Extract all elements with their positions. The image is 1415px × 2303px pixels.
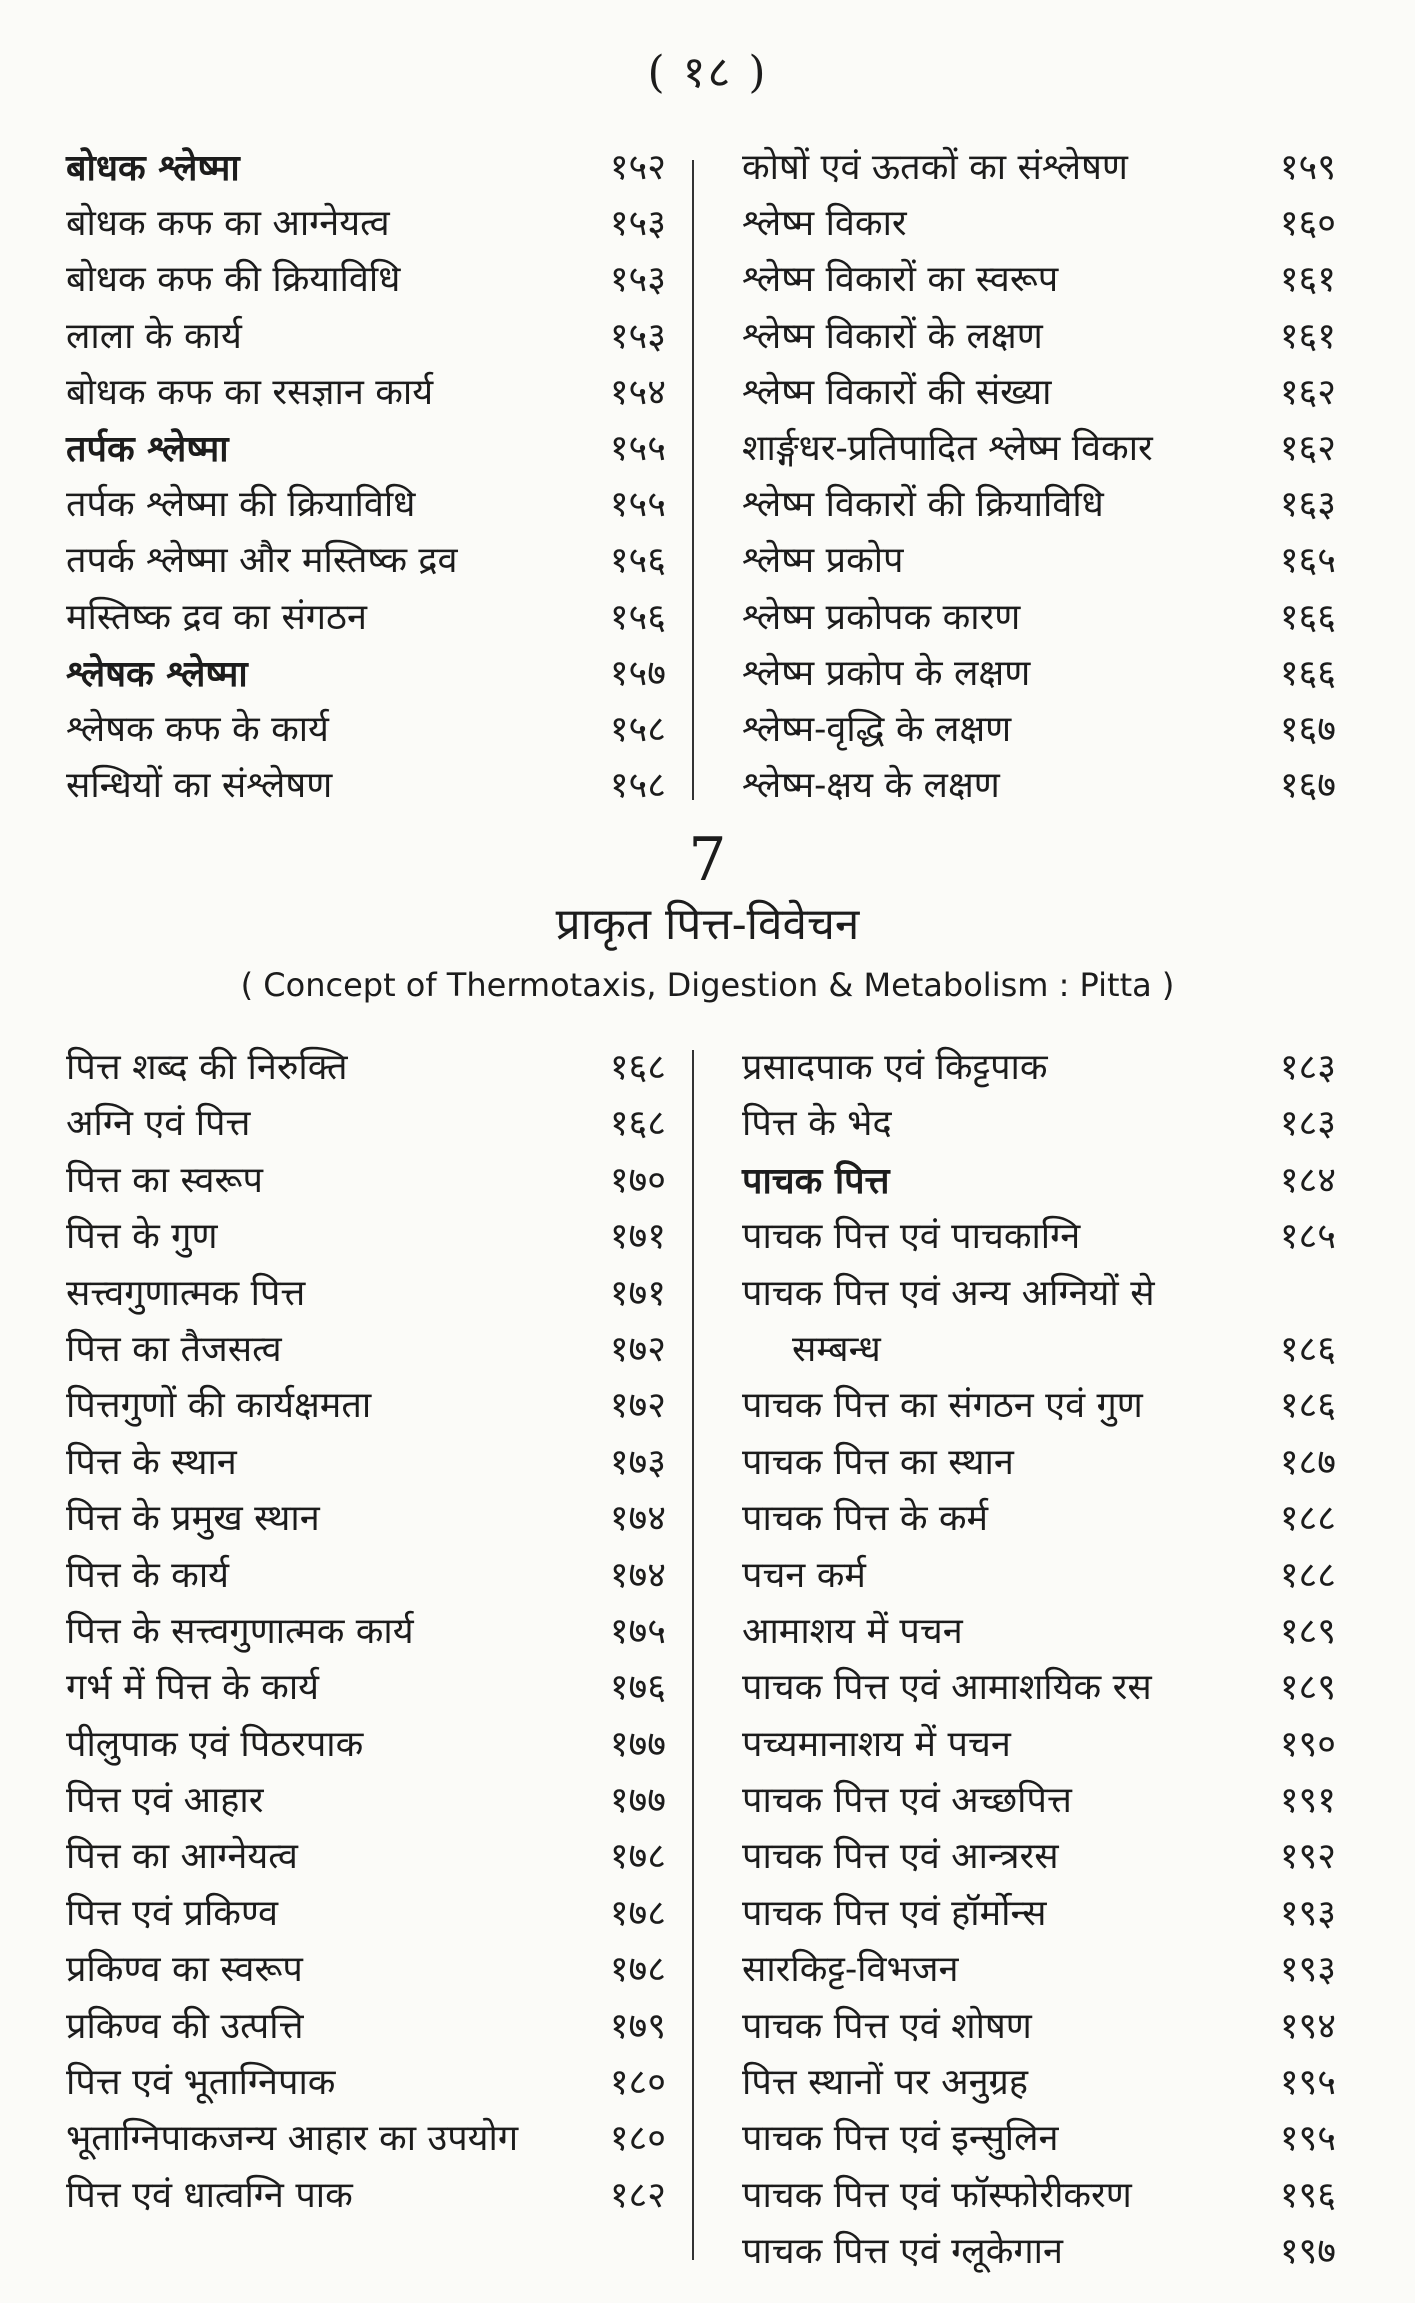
- toc-entry: [742, 2055, 1336, 2111]
- toc-entry-title: प्रकिण्व का स्वरूप: [66, 1949, 303, 1991]
- toc-entry-title: पित्त के प्रमुख स्थान: [66, 1498, 320, 1540]
- toc-entry-title: पित्त स्थानों पर अनुग्रह: [742, 2062, 1028, 2104]
- toc-entry-page: १६५: [1279, 540, 1336, 582]
- toc-entry-page: १५३: [609, 259, 666, 301]
- toc-entry: [742, 646, 1336, 702]
- toc-entry-page: १६७: [1279, 765, 1336, 807]
- toc-entry-page: १५७: [609, 652, 666, 694]
- toc-entry-title: पाचक पित्त के कर्म: [742, 1498, 989, 1540]
- toc-entry-page: १८९: [1279, 1610, 1336, 1652]
- toc-entry-title: गर्भ में पित्त के कार्य: [66, 1667, 320, 1709]
- toc-entry: [742, 2224, 1336, 2280]
- toc-entry: [742, 2111, 1336, 2167]
- toc-entry: [742, 477, 1336, 533]
- toc-entry-page: १५६: [609, 596, 666, 638]
- toc-entry-title: पित्त का तैजसत्व: [66, 1328, 282, 1370]
- toc-entry-page: १८७: [1279, 1441, 1336, 1483]
- toc-entry-title: पित्त एवं भूताग्निपाक: [66, 2062, 336, 2104]
- toc-entry-title: पाचक पित्त एवं हॉर्मोन्स: [742, 1892, 1047, 1934]
- toc-entry-page: १७५: [609, 1610, 666, 1652]
- toc-entry: [742, 1773, 1336, 1829]
- toc-entry-title: बोधक कफ का आग्नेयत्व: [66, 203, 390, 245]
- toc-entry-page: १६१: [1279, 315, 1336, 357]
- toc-entry-page: १५५: [609, 427, 666, 469]
- toc-entry: [66, 1378, 666, 1434]
- toc-entry-title: तर्पक श्लेष्मा: [66, 427, 229, 470]
- toc-entry-title: श्लेष्म-वृद्धि के लक्षण: [742, 708, 1012, 750]
- toc-entry-page: १७८: [609, 1949, 666, 1991]
- toc-entry-title: पित्त का स्वरूप: [66, 1159, 263, 1201]
- toc-entry-page: १५५: [609, 484, 666, 526]
- toc-entry-page: १५८: [609, 765, 666, 807]
- toc-column-right: [742, 1040, 1336, 2281]
- toc-entry-title: पच्यमानाशय में पचन: [742, 1723, 1011, 1765]
- toc-entry-page: १७७: [609, 1723, 666, 1765]
- toc-entry: [66, 533, 666, 589]
- toc-entry-title: पित्त एवं आहार: [66, 1780, 264, 1822]
- toc-entry-page: १५३: [609, 203, 666, 245]
- toc-entry-title: पित्त का आग्नेयत्व: [66, 1836, 298, 1878]
- toc-entry-title: पाचक पित्त एवं पाचकाग्नि: [742, 1216, 1081, 1258]
- toc-entry-title: सारकिट्ट-विभजन: [742, 1949, 959, 1991]
- toc-entry: [66, 1604, 666, 1660]
- toc-entry-title: श्लेष्म प्रकोपक कारण: [742, 596, 1021, 638]
- toc-entry: [742, 1942, 1336, 1998]
- toc-entry: [66, 1322, 666, 1378]
- toc-entry: [66, 1266, 666, 1322]
- toc-entry-page: १६८: [609, 1047, 666, 1088]
- toc-entry: [742, 1096, 1336, 1152]
- toc-entry-title: श्लेष्म प्रकोप: [742, 540, 904, 582]
- toc-section-heading: [66, 140, 666, 196]
- toc-entry: [66, 1040, 666, 1096]
- toc-entry-page: १८८: [1279, 1554, 1336, 1596]
- toc-entry-title: बोधक कफ की क्रियाविधि: [66, 259, 401, 301]
- toc-entry-page: १६६: [1279, 652, 1336, 694]
- toc-entry-title: पाचक पित्त एवं आन्त्ररस: [742, 1836, 1059, 1878]
- toc-entry-page: १९३: [1279, 1892, 1336, 1934]
- chapter-heading: [0, 825, 1415, 1011]
- toc-entry-title: शार्ङ्गधर-प्रतिपादित श्लेष्म विकार: [742, 427, 1153, 469]
- column-divider: [692, 160, 694, 800]
- toc-entry-title: पित्त शब्द की निरुक्ति: [66, 1047, 348, 1088]
- toc-entry-title: पित्तगुणों की कार्यक्षमता: [66, 1385, 372, 1427]
- toc-entry-page: १९५: [1279, 2062, 1336, 2104]
- toc-entry-title: तपर्क श्लेष्मा और मस्तिष्क द्रव: [66, 540, 458, 582]
- toc-entry: [66, 1153, 666, 1209]
- toc-column-right: [742, 140, 1336, 814]
- toc-entry-page: १५८: [609, 708, 666, 750]
- toc-entry-page: १५३: [609, 315, 666, 357]
- toc-entry: [742, 1322, 1336, 1378]
- toc-entry: [742, 1548, 1336, 1604]
- toc-section-heading: [742, 1153, 1336, 1209]
- toc-entry: [66, 1999, 666, 2055]
- toc-entry-page: १७३: [609, 1441, 666, 1483]
- toc-entry-title: पाचक पित्त एवं फॉस्फोरीकरण: [742, 2174, 1132, 2216]
- toc-entry: [66, 1548, 666, 1604]
- toc-entry: [742, 590, 1336, 646]
- toc-entry: [742, 1209, 1336, 1265]
- toc-entry: [742, 1886, 1336, 1942]
- toc-column-left: [66, 140, 666, 814]
- toc-entry-page: १७१: [609, 1272, 666, 1314]
- toc-entry: [66, 2168, 666, 2224]
- toc-entry-title: पाचक पित्त का संगठन एवं गुण: [742, 1385, 1143, 1427]
- toc-entry-title: पाचक पित्त एवं अन्य अग्नियों से: [742, 1272, 1155, 1314]
- toc-entry: [742, 2168, 1336, 2224]
- toc-entry-title: श्लेष्म विकारों की क्रियाविधि: [742, 484, 1104, 526]
- toc-entry: [742, 196, 1336, 252]
- toc-entry-title: पाचक पित्त एवं शोषण: [742, 2005, 1032, 2047]
- toc-entry: [66, 1435, 666, 1491]
- toc-entry-page: १७२: [609, 1385, 666, 1427]
- toc-entry-page: १५२: [609, 147, 666, 188]
- toc-entry-title: सन्धियों का संश्लेषण: [66, 765, 333, 807]
- toc-entry-page: १९२: [1279, 1836, 1336, 1878]
- toc-entry-page: १७८: [609, 1836, 666, 1878]
- toc-entry-page: १९३: [1279, 1949, 1336, 1991]
- toc-entry-page: १९५: [1279, 2118, 1336, 2160]
- toc-entry-title: श्लेष्म विकार: [742, 203, 907, 245]
- toc-entry: [66, 1942, 666, 1998]
- toc-entry-title: बोधक श्लेष्मा: [66, 147, 240, 189]
- toc-entry-title: बोधक कफ का रसज्ञान कार्य: [66, 371, 434, 413]
- toc-entry-page: १७८: [609, 1892, 666, 1934]
- toc-entry: [742, 1491, 1336, 1547]
- toc-entry-page: १८३: [1279, 1103, 1336, 1145]
- toc-entry-title: पाचक पित्त एवं अच्छपित्त: [742, 1780, 1072, 1822]
- toc-entry-title: पीलुपाक एवं पिठरपाक: [66, 1723, 364, 1765]
- chapter-number: 7: [688, 825, 727, 895]
- toc-entry-title: श्लेषक कफ के कार्य: [66, 708, 329, 750]
- toc-entry: [742, 1378, 1336, 1434]
- toc-entry-title: कोषों एवं ऊतकों का संश्लेषण: [742, 147, 1128, 188]
- toc-entry-page: १९१: [1279, 1780, 1336, 1822]
- toc-entry-page: १८६: [1279, 1328, 1336, 1370]
- toc-entry-page: १५९: [1279, 147, 1336, 188]
- toc-entry-title: प्रसादपाक एवं किट्टपाक: [742, 1047, 1048, 1088]
- toc-section-heading: [66, 646, 666, 702]
- toc-entry-title: पाचक पित्त एवं आमाशयिक रस: [742, 1667, 1152, 1709]
- toc-entry: [66, 1660, 666, 1716]
- toc-entry: [742, 140, 1336, 196]
- toc-entry-page: १८३: [1279, 1047, 1336, 1088]
- toc-entry-title: अग्नि एवं पित्त: [66, 1103, 251, 1145]
- toc-entry: [742, 1266, 1336, 1322]
- toc-entry-page: १६७: [1279, 708, 1336, 750]
- toc-entry: [66, 1886, 666, 1942]
- toc-entry-title: भूताग्निपाकजन्य आहार का उपयोग: [66, 2118, 519, 2160]
- toc-entry-page: १७४: [609, 1554, 666, 1596]
- toc-entry: [742, 1999, 1336, 2055]
- toc-entry-title: श्लेष्म-क्षय के लक्षण: [742, 765, 1000, 807]
- toc-entry: [66, 365, 666, 421]
- toc-entry-title: पाचक पित्त: [742, 1159, 890, 1202]
- toc-entry-title: पित्त एवं प्रकिण्व: [66, 1892, 279, 1934]
- toc-entry-page: १७७: [609, 1780, 666, 1822]
- chapter-subtitle: ( Concept of Thermotaxis, Digestion & Metabolism : Pitta ): [240, 966, 1175, 1004]
- toc-entry-page: १७०: [609, 1159, 666, 1201]
- column-divider: [692, 1050, 694, 2260]
- toc-entry-page: १७२: [609, 1328, 666, 1370]
- toc-section-heading: [66, 421, 666, 477]
- toc-entry: [742, 1717, 1336, 1773]
- page-number: ( १८ ): [647, 47, 768, 98]
- toc-entry: [66, 1209, 666, 1265]
- toc-entry: [742, 758, 1336, 814]
- toc-entry: [66, 477, 666, 533]
- toc-entry-page: १६१: [1279, 259, 1336, 301]
- toc-entry-page: १८२: [609, 2174, 666, 2216]
- toc-entry-title: श्लेष्म विकारों के लक्षण: [742, 315, 1043, 357]
- toc-entry: [66, 1773, 666, 1829]
- chapter-title: प्राकृत पित्त-विवेचन: [555, 899, 860, 950]
- toc-entry: [742, 365, 1336, 421]
- toc-entry-title: तर्पक श्लेष्मा की क्रियाविधि: [66, 484, 416, 526]
- toc-entry-page: १८९: [1279, 1667, 1336, 1709]
- toc-entry: [66, 252, 666, 308]
- toc-entry-title: सत्त्वगुणात्मक पित्त: [66, 1272, 306, 1314]
- toc-entry-page: १८६: [1279, 1385, 1336, 1427]
- toc-entry-title: पित्त के भेद: [742, 1103, 892, 1145]
- toc-entry-page: १७१: [609, 1216, 666, 1258]
- toc-entry-page: १६३: [1279, 484, 1336, 526]
- toc-entry-page: १७९: [609, 2005, 666, 2047]
- toc-entry: [742, 702, 1336, 758]
- toc-entry: [742, 421, 1336, 477]
- toc-entry-page: १९७: [1279, 2231, 1336, 2273]
- toc-entry: [742, 252, 1336, 308]
- toc-entry-page: १७६: [609, 1667, 666, 1709]
- toc-entry-title: श्लेष्म विकारों का स्वरूप: [742, 259, 1059, 301]
- toc-entry-page: १६२: [1279, 427, 1336, 469]
- toc-entry: [742, 1604, 1336, 1660]
- toc-entry-page: १९६: [1279, 2174, 1336, 2216]
- toc-entry: [66, 1491, 666, 1547]
- toc-entry-title: पाचक पित्त का स्थान: [742, 1441, 1014, 1483]
- toc-entry-title: सम्बन्ध: [792, 1328, 881, 1370]
- toc-entry-page: १८८: [1279, 1498, 1336, 1540]
- toc-entry: [66, 1717, 666, 1773]
- toc-entry-title: पित्त के सत्त्वगुणात्मक कार्य: [66, 1610, 414, 1652]
- toc-entry-title: श्लेष्म विकारों की संख्या: [742, 371, 1052, 413]
- toc-entry-title: आमाशय में पचन: [742, 1610, 963, 1652]
- toc-entry-title: मस्तिष्क द्रव का संगठन: [66, 596, 367, 638]
- toc-entry-title: पचन कर्म: [742, 1554, 866, 1596]
- toc-entry-page: १५६: [609, 540, 666, 582]
- toc-entry: [742, 1660, 1336, 1716]
- toc-entry-page: १६२: [1279, 371, 1336, 413]
- toc-entry: [742, 533, 1336, 589]
- toc-entry-page: १८०: [609, 2118, 666, 2160]
- toc-entry-page: १८५: [1279, 1216, 1336, 1258]
- toc-entry-page: १६६: [1279, 596, 1336, 638]
- toc-entry: [742, 309, 1336, 365]
- toc-entry: [742, 1829, 1336, 1885]
- toc-entry-title: पित्त के स्थान: [66, 1441, 237, 1483]
- toc-entry: [66, 309, 666, 365]
- toc-entry-page: १५४: [609, 371, 666, 413]
- toc-entry: [66, 196, 666, 252]
- toc-entry-title: पाचक पित्त एवं इन्सुलिन: [742, 2118, 1059, 2160]
- toc-entry-title: पित्त के कार्य: [66, 1554, 230, 1596]
- toc-entry: [742, 1040, 1336, 1096]
- toc-entry-title: पित्त एवं धात्वग्नि पाक: [66, 2174, 353, 2216]
- toc-entry: [66, 2055, 666, 2111]
- toc-entry: [742, 1435, 1336, 1491]
- toc-entry-title: श्लेष्म प्रकोप के लक्षण: [742, 652, 1031, 694]
- toc-entry-page: १९४: [1279, 2005, 1336, 2047]
- toc-entry-title: पित्त के गुण: [66, 1216, 218, 1258]
- toc-entry-page: १८४: [1279, 1159, 1336, 1201]
- toc-entry-page: १६०: [1279, 203, 1336, 245]
- toc-entry-page: १७४: [609, 1498, 666, 1540]
- toc-entry: [66, 1096, 666, 1152]
- toc-entry: [66, 590, 666, 646]
- toc-entry: [66, 702, 666, 758]
- toc-entry-title: पाचक पित्त एवं ग्लूकेगान: [742, 2231, 1063, 2273]
- toc-entry: [66, 1829, 666, 1885]
- toc-entry-title: श्लेषक श्लेष्मा: [66, 652, 248, 695]
- toc-entry-page: १८०: [609, 2062, 666, 2104]
- toc-entry-page: १६८: [609, 1103, 666, 1145]
- toc-entry-title: प्रकिण्व की उत्पत्ति: [66, 2005, 304, 2047]
- toc-entry: [66, 2111, 666, 2167]
- toc-entry-page: १९०: [1279, 1723, 1336, 1765]
- toc-entry: [66, 758, 666, 814]
- toc-column-left: [66, 1040, 666, 2224]
- toc-entry-title: लाला के कार्य: [66, 315, 242, 357]
